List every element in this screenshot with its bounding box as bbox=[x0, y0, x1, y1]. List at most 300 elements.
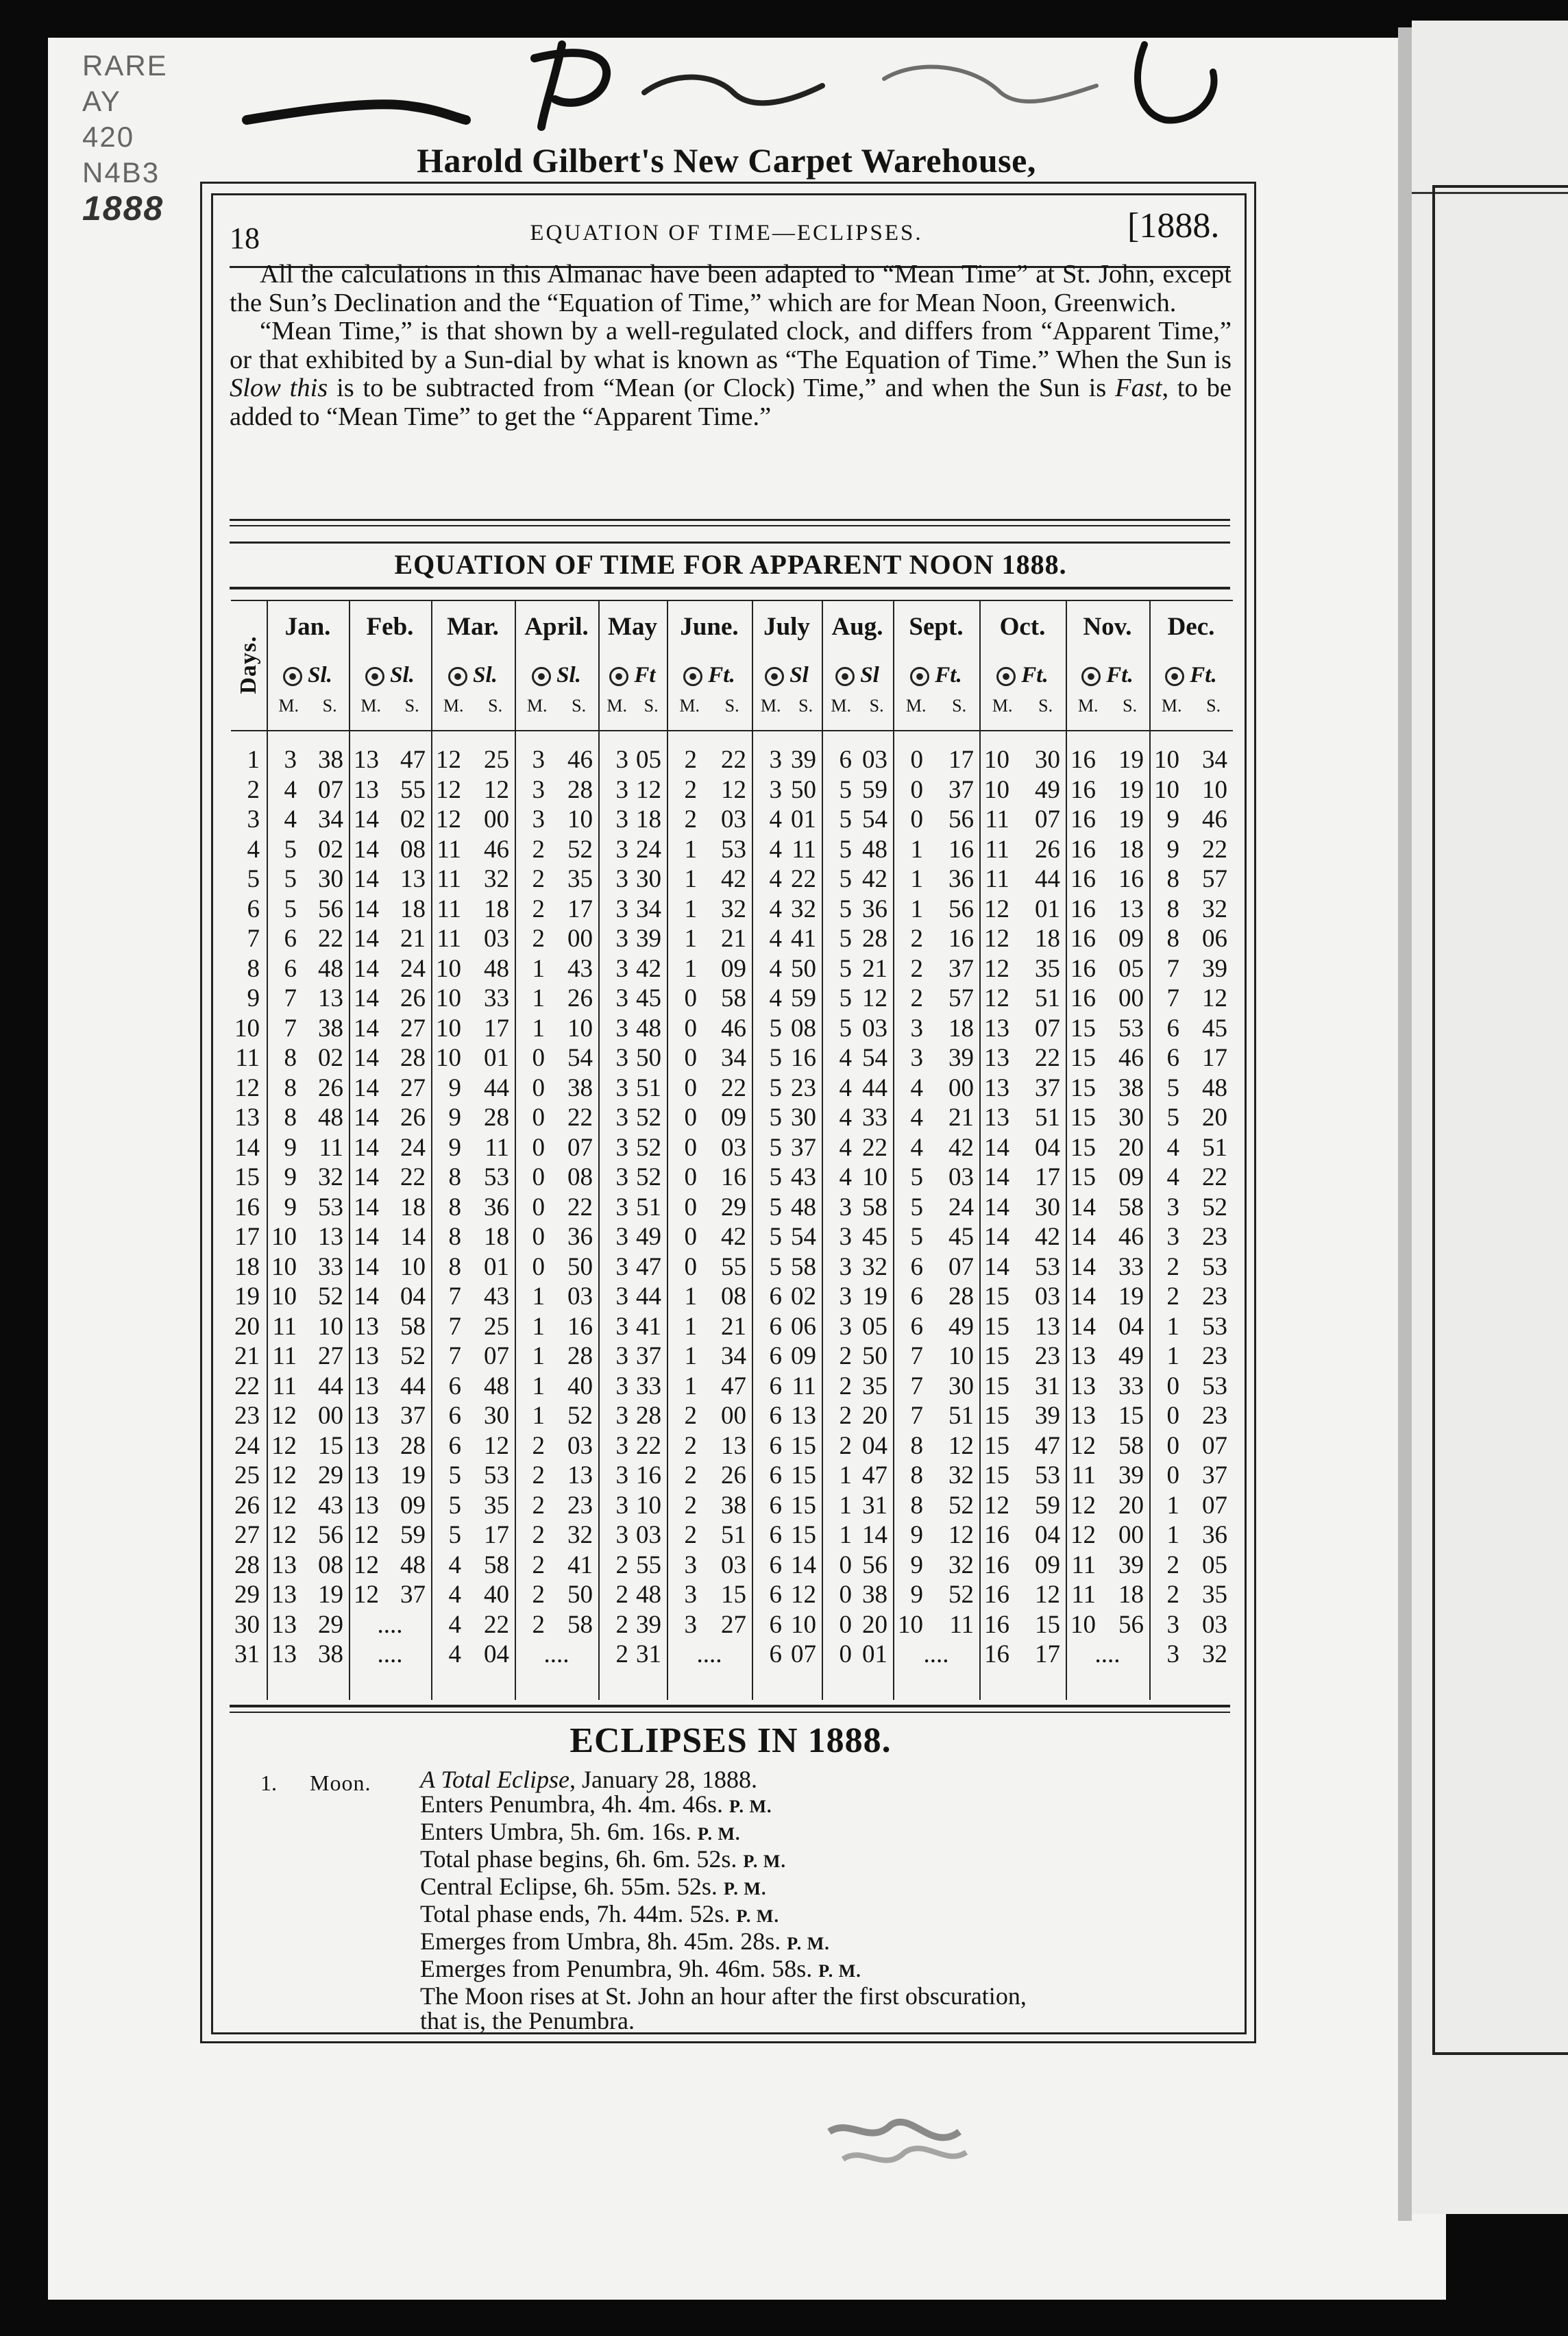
minutes-value: 12 bbox=[1070, 1491, 1096, 1520]
minutes-value: 6 bbox=[839, 746, 852, 774]
minutes-value: 4 bbox=[769, 835, 782, 864]
minutes-value: 3 bbox=[615, 1073, 628, 1102]
minutes-value: 14 bbox=[1070, 1223, 1096, 1251]
seconds-value: 27 bbox=[318, 1342, 343, 1370]
pm-marker: P. M. bbox=[697, 1824, 741, 1844]
seconds-value: 50 bbox=[791, 775, 816, 804]
seconds-value: 09 bbox=[1118, 925, 1144, 953]
minutes-value: 8 bbox=[910, 1491, 923, 1520]
minutes-value: 6 bbox=[769, 1312, 782, 1341]
seconds-value: 46 bbox=[1118, 1044, 1144, 1072]
minutes-value: 3 bbox=[615, 1163, 628, 1191]
minutes-value: 0 bbox=[1166, 1461, 1179, 1489]
seconds-value: 32 bbox=[484, 865, 509, 893]
sun-direction: Sl. bbox=[556, 663, 581, 688]
minutes-value: 12 bbox=[436, 775, 461, 804]
minutes-value: 1 bbox=[684, 865, 697, 893]
month-column bbox=[979, 600, 1066, 1700]
seconds-value: 30 bbox=[1035, 746, 1060, 774]
minutes-seconds-header bbox=[752, 696, 822, 716]
minutes-value: 0 bbox=[684, 1073, 697, 1102]
seconds-value: 53 bbox=[1118, 1014, 1144, 1043]
seconds-value: 58 bbox=[721, 984, 746, 1012]
sun-direction: Sl. bbox=[473, 663, 498, 688]
day-number: 8 bbox=[247, 954, 260, 983]
minutes-value: 0 bbox=[910, 805, 923, 834]
minutes-label: M. bbox=[360, 696, 381, 716]
minutes-seconds-header bbox=[1149, 696, 1233, 716]
minutes-value: 3 bbox=[615, 1282, 628, 1311]
minutes-value: 13 bbox=[354, 1461, 379, 1489]
eclipse-event-time: Enters Umbra, 5h. 6m. 16s. bbox=[420, 1818, 691, 1845]
seconds-value: 35 bbox=[484, 1491, 509, 1520]
seconds-value: 39 bbox=[948, 1044, 974, 1072]
minutes-value: 3 bbox=[615, 1044, 628, 1072]
minutes-value: 11 bbox=[272, 1312, 297, 1341]
seconds-value: 57 bbox=[948, 984, 974, 1012]
seconds-value: 17 bbox=[484, 1014, 509, 1043]
minutes-value: 16 bbox=[1070, 835, 1096, 864]
minutes-value: 3 bbox=[615, 1402, 628, 1430]
seconds-value: 50 bbox=[862, 1342, 887, 1370]
seconds-label: S. bbox=[724, 696, 739, 716]
stamp-line: N4B3 bbox=[82, 156, 160, 188]
seconds-value: 23 bbox=[567, 1491, 593, 1520]
minutes-value: 13 bbox=[1070, 1372, 1096, 1400]
minutes-value: 3 bbox=[615, 1372, 628, 1400]
sun-icon bbox=[996, 667, 1016, 686]
minutes-value: 11 bbox=[1071, 1550, 1096, 1579]
seconds-value: 21 bbox=[862, 954, 887, 983]
minutes-value: 14 bbox=[1070, 1193, 1096, 1221]
minutes-value: 0 bbox=[532, 1223, 545, 1251]
seconds-value: 29 bbox=[318, 1461, 343, 1489]
seconds-value: 52 bbox=[948, 1491, 974, 1520]
minutes-value: 0 bbox=[532, 1104, 545, 1132]
minutes-value: 0 bbox=[1166, 1431, 1179, 1460]
minutes-value: 3 bbox=[910, 1044, 923, 1072]
eclipse-event-time: Total phase begins, 6h. 6m. 52s. bbox=[420, 1845, 737, 1873]
seconds-value: 16 bbox=[948, 925, 974, 953]
seconds-value: 50 bbox=[567, 1581, 593, 1609]
minutes-value: 7 bbox=[284, 1014, 297, 1043]
seconds-value: 18 bbox=[484, 1223, 509, 1251]
minutes-value: 0 bbox=[532, 1133, 545, 1162]
seconds-value: 03 bbox=[721, 1133, 746, 1162]
seconds-value: 39 bbox=[1035, 1402, 1060, 1430]
minutes-value: 9 bbox=[1166, 835, 1179, 864]
minutes-value: 1 bbox=[684, 1372, 697, 1400]
day-number: 4 bbox=[247, 835, 260, 864]
day-number: 30 bbox=[234, 1610, 260, 1639]
seconds-value: 51 bbox=[1035, 984, 1060, 1012]
minutes-value: 0 bbox=[910, 775, 923, 804]
minutes-value: 11 bbox=[985, 835, 1009, 864]
minutes-value: 4 bbox=[839, 1163, 852, 1191]
minutes-seconds-header bbox=[598, 696, 667, 716]
seconds-value: 00 bbox=[484, 805, 509, 834]
minutes-value: 0 bbox=[684, 1133, 697, 1162]
seconds-value: 58 bbox=[791, 1252, 816, 1281]
seconds-value: 14 bbox=[862, 1521, 887, 1549]
minutes-value: 14 bbox=[354, 1193, 379, 1221]
seconds-value: 18 bbox=[400, 1193, 426, 1221]
sun-direction: Ft. bbox=[1190, 663, 1217, 688]
eclipses-title: ECLIPSES IN 1888. bbox=[569, 1721, 892, 1760]
seconds-value: 13 bbox=[791, 1402, 816, 1430]
seconds-value: 37 bbox=[948, 775, 974, 804]
seconds-value: 18 bbox=[400, 895, 426, 923]
seconds-value: 10 bbox=[791, 1610, 816, 1639]
minutes-value: 10 bbox=[271, 1252, 297, 1281]
seconds-value: 13 bbox=[567, 1461, 593, 1489]
seconds-value: 51 bbox=[636, 1193, 661, 1221]
minutes-value: 14 bbox=[354, 1252, 379, 1281]
minutes-value: 0 bbox=[839, 1640, 852, 1668]
sun-direction: Sl bbox=[860, 663, 879, 688]
seconds-value: 17 bbox=[484, 1521, 509, 1549]
seconds-value: 04 bbox=[1035, 1521, 1060, 1549]
minutes-value: 11 bbox=[437, 865, 461, 893]
pm-marker: P. M. bbox=[787, 1934, 830, 1954]
seconds-value: 25 bbox=[484, 1312, 509, 1341]
minutes-label: M. bbox=[1077, 696, 1099, 716]
minutes-value: 12 bbox=[354, 1581, 379, 1609]
seconds-value: 12 bbox=[948, 1521, 974, 1549]
minutes-value: 8 bbox=[910, 1461, 923, 1489]
seconds-value: 38 bbox=[318, 1640, 343, 1668]
sun-slow-fast-label bbox=[979, 663, 1066, 688]
seconds-value: 56 bbox=[1118, 1610, 1144, 1639]
minutes-value: 1 bbox=[532, 1312, 545, 1341]
sun-slow-fast-label bbox=[267, 663, 349, 688]
seconds-value: 52 bbox=[1202, 1193, 1227, 1221]
minutes-value: 7 bbox=[448, 1342, 461, 1370]
minutes-value: 0 bbox=[839, 1550, 852, 1579]
minutes-value: 9 bbox=[284, 1163, 297, 1191]
seconds-value: 11 bbox=[949, 1610, 974, 1639]
sun-icon bbox=[1165, 667, 1184, 686]
minutes-value: 3 bbox=[839, 1312, 852, 1341]
seconds-value: 08 bbox=[791, 1014, 816, 1043]
minutes-value: 6 bbox=[448, 1402, 461, 1430]
seconds-value: 42 bbox=[721, 865, 746, 893]
minutes-value: 6 bbox=[769, 1431, 782, 1460]
month-name: Sept. bbox=[909, 613, 964, 641]
minutes-value: 2 bbox=[1166, 1282, 1179, 1311]
minutes-value: 16 bbox=[984, 1521, 1009, 1549]
minutes-value: 12 bbox=[984, 1491, 1009, 1520]
day-number: 27 bbox=[234, 1521, 260, 1549]
minutes-value: 4 bbox=[839, 1044, 852, 1072]
minutes-value: 14 bbox=[354, 1282, 379, 1311]
month-column bbox=[515, 600, 598, 1700]
day-number: 9 bbox=[247, 984, 260, 1012]
minutes-value: 3 bbox=[684, 1610, 697, 1639]
minutes-value: 1 bbox=[532, 1282, 545, 1311]
seconds-value: 09 bbox=[721, 954, 746, 983]
minutes-value: 6 bbox=[769, 1640, 782, 1668]
minutes-value: 10 bbox=[984, 746, 1009, 774]
sun-direction: Ft. bbox=[1106, 663, 1134, 688]
seconds-value: 48 bbox=[318, 1104, 343, 1132]
minutes-value: 5 bbox=[769, 1223, 782, 1251]
seconds-value: 24 bbox=[636, 835, 661, 864]
minutes-value: 15 bbox=[984, 1431, 1009, 1460]
minutes-value: 0 bbox=[1166, 1372, 1179, 1400]
pm-marker: P. M. bbox=[818, 1961, 861, 1981]
minutes-value: 14 bbox=[354, 895, 379, 923]
seconds-value: 53 bbox=[1035, 1252, 1060, 1281]
blank-cell: .... bbox=[696, 1640, 722, 1668]
seconds-value: 22 bbox=[636, 1431, 661, 1460]
minutes-value: 8 bbox=[284, 1104, 297, 1132]
minutes-value: 14 bbox=[354, 835, 379, 864]
seconds-value: 48 bbox=[1202, 1073, 1227, 1102]
seconds-value: 08 bbox=[567, 1163, 593, 1191]
minutes-value: 9 bbox=[448, 1073, 461, 1102]
seconds-value: 22 bbox=[318, 925, 343, 953]
minutes-value: 14 bbox=[354, 1163, 379, 1191]
minutes-value: 10 bbox=[898, 1610, 923, 1639]
minutes-value: 4 bbox=[769, 925, 782, 953]
minutes-value: 1 bbox=[839, 1491, 852, 1520]
minutes-value: 5 bbox=[448, 1521, 461, 1549]
minutes-value: 0 bbox=[684, 1014, 697, 1043]
seconds-value: 16 bbox=[721, 1163, 746, 1191]
minutes-value: 4 bbox=[910, 1133, 923, 1162]
minutes-value: 2 bbox=[1166, 1550, 1179, 1579]
library-call-number-stamp bbox=[82, 48, 219, 226]
section-rule bbox=[230, 519, 1230, 521]
seconds-value: 44 bbox=[400, 1372, 426, 1400]
seconds-value: 01 bbox=[791, 805, 816, 834]
minutes-value: 3 bbox=[839, 1252, 852, 1281]
minutes-value: 13 bbox=[1070, 1402, 1096, 1430]
minutes-value: 1 bbox=[1166, 1342, 1179, 1370]
minutes-value: 3 bbox=[769, 775, 782, 804]
minutes-value: 5 bbox=[839, 835, 852, 864]
seconds-value: 23 bbox=[1202, 1223, 1227, 1251]
minutes-value: 2 bbox=[684, 1431, 697, 1460]
seconds-value: 47 bbox=[862, 1461, 887, 1489]
eclipse-details bbox=[420, 1767, 1253, 2033]
seconds-value: 49 bbox=[948, 1312, 974, 1341]
minutes-value: 16 bbox=[984, 1640, 1009, 1668]
minutes-value: 9 bbox=[448, 1104, 461, 1132]
seconds-value: 49 bbox=[1035, 775, 1060, 804]
minutes-seconds-header bbox=[822, 696, 893, 716]
minutes-value: 13 bbox=[271, 1581, 297, 1609]
seconds-value: 46 bbox=[484, 835, 509, 864]
seconds-value: 36 bbox=[862, 895, 887, 923]
minutes-value: 4 bbox=[448, 1550, 461, 1579]
intro-paragraph: All the calculations in this Almanac have been adapted to “Mean Time” at St. John, except the Sun’s Declination and the “Equation of Time,” which are for Mean Noon, Greenwich. bbox=[230, 260, 1232, 317]
seconds-value: 13 bbox=[1035, 1312, 1060, 1341]
seconds-value: 32 bbox=[948, 1461, 974, 1489]
seconds-value: 50 bbox=[791, 954, 816, 983]
seconds-value: 32 bbox=[318, 1163, 343, 1191]
seconds-value: 18 bbox=[1035, 925, 1060, 953]
month-name: May bbox=[608, 613, 657, 641]
month-column bbox=[1149, 600, 1233, 1700]
minutes-value: 10 bbox=[436, 1044, 461, 1072]
seconds-value: 22 bbox=[791, 865, 816, 893]
minutes-value: 2 bbox=[839, 1372, 852, 1400]
minutes-value: 3 bbox=[615, 1431, 628, 1460]
minutes-label: M. bbox=[443, 696, 464, 716]
seconds-value: 53 bbox=[484, 1461, 509, 1489]
minutes-value: 10 bbox=[436, 954, 461, 983]
eclipse-event-time: Emerges from Penumbra, 9h. 46m. 58s. bbox=[420, 1955, 813, 1982]
seconds-value: 00 bbox=[948, 1073, 974, 1102]
handwritten-signature bbox=[233, 17, 1261, 134]
minutes-value: 3 bbox=[615, 1133, 628, 1162]
eclipse-event bbox=[420, 1874, 1253, 1901]
minutes-value: 14 bbox=[984, 1133, 1009, 1162]
sun-slow-fast-label bbox=[1066, 663, 1149, 688]
day-number: 1 bbox=[247, 746, 260, 774]
minutes-value: 3 bbox=[1166, 1193, 1179, 1221]
minutes-value: 0 bbox=[684, 1044, 697, 1072]
minutes-value: 5 bbox=[839, 865, 852, 893]
minutes-value: 0 bbox=[839, 1610, 852, 1639]
seconds-value: 51 bbox=[1035, 1104, 1060, 1132]
day-number: 7 bbox=[247, 925, 260, 953]
seconds-value: 30 bbox=[1035, 1193, 1060, 1221]
minutes-value: 6 bbox=[769, 1282, 782, 1311]
minutes-value: 15 bbox=[984, 1342, 1009, 1370]
seconds-value: 52 bbox=[567, 1402, 593, 1430]
minutes-value: 2 bbox=[532, 1581, 545, 1609]
minutes-value: 3 bbox=[684, 1550, 697, 1579]
minutes-value: 3 bbox=[615, 925, 628, 953]
minutes-value: 13 bbox=[354, 746, 379, 774]
seconds-value: 39 bbox=[1118, 1550, 1144, 1579]
minutes-value: 1 bbox=[532, 1014, 545, 1043]
seconds-label: S. bbox=[798, 696, 813, 716]
section-rule bbox=[230, 525, 1230, 526]
seconds-label: S. bbox=[404, 696, 419, 716]
seconds-value: 19 bbox=[1118, 805, 1144, 834]
minutes-value: 12 bbox=[354, 1521, 379, 1549]
minutes-value: 0 bbox=[532, 1252, 545, 1281]
seconds-value: 48 bbox=[791, 1193, 816, 1221]
seconds-value: 37 bbox=[400, 1581, 426, 1609]
sun-slow-fast-label bbox=[752, 663, 822, 688]
seconds-value: 41 bbox=[791, 925, 816, 953]
seconds-value: 58 bbox=[1118, 1193, 1144, 1221]
minutes-value: 1 bbox=[684, 1342, 697, 1370]
month-name: June. bbox=[680, 613, 739, 641]
seconds-value: 48 bbox=[484, 1372, 509, 1400]
sun-icon bbox=[609, 667, 628, 686]
minutes-value: 1 bbox=[839, 1521, 852, 1549]
seconds-value: 14 bbox=[400, 1223, 426, 1251]
minutes-value: 13 bbox=[354, 1491, 379, 1520]
minutes-value: 9 bbox=[1166, 805, 1179, 834]
seconds-value: 21 bbox=[948, 1104, 974, 1132]
seconds-label: S. bbox=[572, 696, 587, 716]
seconds-value: 33 bbox=[636, 1372, 661, 1400]
eclipse-object: Moon. bbox=[310, 1771, 371, 1795]
seconds-value: 22 bbox=[1202, 1163, 1227, 1191]
seconds-value: 09 bbox=[791, 1342, 816, 1370]
seconds-value: 52 bbox=[948, 1581, 974, 1609]
minutes-value: 6 bbox=[769, 1402, 782, 1430]
minutes-value: 14 bbox=[354, 865, 379, 893]
seconds-value: 26 bbox=[400, 984, 426, 1012]
seconds-value: 55 bbox=[636, 1550, 661, 1579]
minutes-value: 8 bbox=[284, 1044, 297, 1072]
minutes-value: 9 bbox=[910, 1581, 923, 1609]
minutes-value: 2 bbox=[532, 1610, 545, 1639]
minutes-value: 5 bbox=[284, 895, 297, 923]
minutes-value: 15 bbox=[1070, 1073, 1096, 1102]
minutes-value: 5 bbox=[448, 1491, 461, 1520]
seconds-value: 04 bbox=[1035, 1133, 1060, 1162]
seconds-value: 31 bbox=[862, 1491, 887, 1520]
month-column bbox=[598, 600, 667, 1700]
minutes-value: 9 bbox=[284, 1193, 297, 1221]
minutes-value: 0 bbox=[532, 1044, 545, 1072]
minutes-value: 1 bbox=[1166, 1521, 1179, 1549]
page-number: 18 bbox=[230, 221, 260, 255]
minutes-label: M. bbox=[905, 696, 927, 716]
seconds-value: 12 bbox=[791, 1581, 816, 1609]
minutes-value: 3 bbox=[615, 865, 628, 893]
minutes-value: 14 bbox=[984, 1163, 1009, 1191]
seconds-value: 46 bbox=[1118, 1223, 1144, 1251]
seconds-value: 44 bbox=[862, 1073, 887, 1102]
minutes-value: 2 bbox=[532, 1431, 545, 1460]
seconds-value: 26 bbox=[400, 1104, 426, 1132]
seconds-value: 34 bbox=[636, 895, 661, 923]
seconds-value: 19 bbox=[400, 1461, 426, 1489]
minutes-value: 1 bbox=[684, 895, 697, 923]
seconds-value: 47 bbox=[721, 1372, 746, 1400]
minutes-value: 15 bbox=[984, 1461, 1009, 1489]
sun-icon bbox=[683, 667, 702, 686]
seconds-value: 12 bbox=[484, 775, 509, 804]
minutes-value: 1 bbox=[684, 1312, 697, 1341]
month-name: July bbox=[763, 613, 810, 641]
minutes-value: 5 bbox=[284, 835, 297, 864]
minutes-value: 5 bbox=[769, 1014, 782, 1043]
seconds-value: 54 bbox=[862, 1044, 887, 1072]
seconds-value: 00 bbox=[318, 1402, 343, 1430]
minutes-value: 14 bbox=[354, 1073, 379, 1102]
minutes-value: 5 bbox=[910, 1193, 923, 1221]
seconds-value: 32 bbox=[791, 895, 816, 923]
minutes-value: 1 bbox=[684, 954, 697, 983]
minutes-value: 3 bbox=[284, 746, 297, 774]
minutes-value: 7 bbox=[910, 1342, 923, 1370]
minutes-value: 4 bbox=[769, 805, 782, 834]
minutes-value: 3 bbox=[839, 1193, 852, 1221]
seconds-value: 28 bbox=[636, 1402, 661, 1430]
minutes-value: 11 bbox=[985, 805, 1009, 834]
seconds-value: 22 bbox=[567, 1193, 593, 1221]
seconds-value: 12 bbox=[484, 1431, 509, 1460]
seconds-value: 16 bbox=[791, 1044, 816, 1072]
minutes-value: 3 bbox=[1166, 1610, 1179, 1639]
minutes-value: 14 bbox=[354, 1044, 379, 1072]
running-head-year: [1888. bbox=[1127, 206, 1220, 245]
minutes-value: 13 bbox=[354, 1402, 379, 1430]
minutes-value: 8 bbox=[910, 1431, 923, 1460]
eclipse-event-time: Total phase ends, 7h. 44m. 52s. bbox=[420, 1900, 731, 1927]
